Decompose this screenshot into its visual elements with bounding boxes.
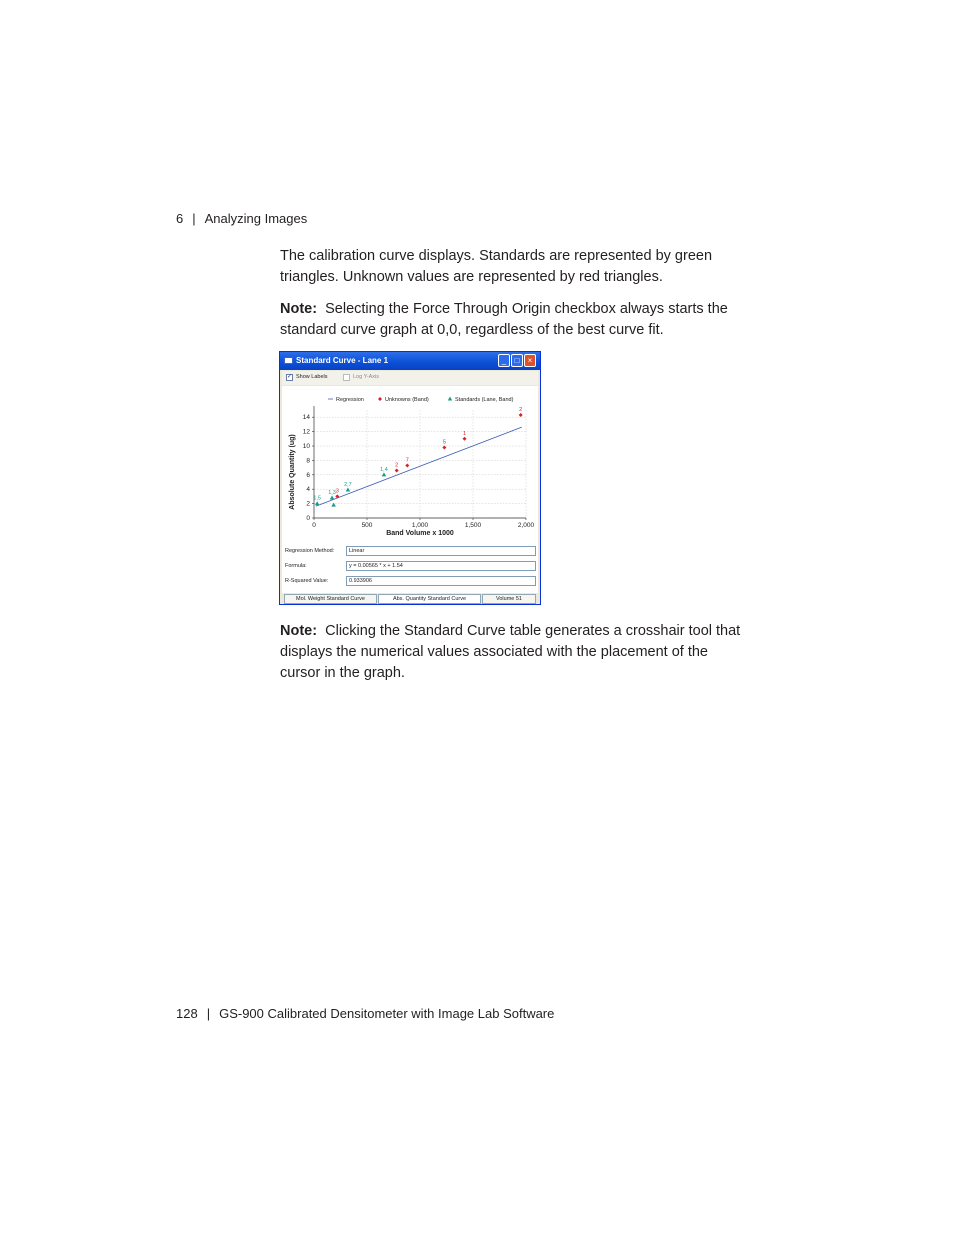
legend-standard-swatch bbox=[448, 397, 452, 401]
standard-curve-chart[interactable] bbox=[282, 386, 538, 543]
header-separator: | bbox=[192, 211, 196, 226]
x-tick-label: 500 bbox=[361, 522, 373, 529]
standard-point-label: 2,7 bbox=[344, 481, 352, 488]
window-title: Standard Curve - Lane 1 bbox=[296, 356, 389, 365]
unknown-point-label: 1 bbox=[462, 430, 467, 437]
window-title-bar[interactable] bbox=[280, 352, 540, 370]
standard-point bbox=[331, 503, 336, 507]
close-button[interactable]: × bbox=[524, 354, 536, 367]
log-y-axis-checkbox[interactable] bbox=[343, 374, 350, 381]
r-squared-label: R-Squared Value: bbox=[285, 578, 329, 584]
unknown-point-label: 2 bbox=[519, 407, 523, 414]
unknown-point bbox=[519, 413, 523, 417]
chart-pane[interactable] bbox=[282, 386, 538, 543]
chapter-number: 6 bbox=[176, 211, 184, 226]
y-tick-label: 12 bbox=[302, 428, 310, 436]
unknown-point-label: 5 bbox=[442, 439, 446, 446]
book-title: GS-900 Calibrated Densitometer with Image Lab Software bbox=[219, 1006, 555, 1021]
note-text: Clicking the Standard Curve table generates a crosshair tool that displays the numerical values associated with the placement of the cursor in the graph. bbox=[280, 623, 741, 681]
legend-unknown-label: Unknowns (Band) bbox=[385, 397, 429, 403]
legend-standard-label: Standards (Lane, Band) bbox=[455, 397, 514, 403]
unknown-point-label: 3 bbox=[335, 488, 339, 495]
standard-point bbox=[382, 472, 387, 476]
unknown-point-label: 7 bbox=[405, 457, 409, 464]
x-tick-label: 2,000 bbox=[517, 522, 535, 529]
regression-line bbox=[316, 427, 522, 506]
regression-method-label: Regression Method: bbox=[285, 548, 335, 554]
legend-regression-label: Regression bbox=[336, 397, 364, 403]
tab-volume[interactable]: Volume 51 bbox=[482, 594, 536, 604]
chart-toolbar bbox=[282, 371, 538, 385]
chapter-title: Analyzing Images bbox=[204, 211, 308, 226]
unknown-point bbox=[442, 445, 446, 449]
standard-point-label: 1,4 bbox=[380, 466, 388, 473]
standard-curve-window bbox=[279, 351, 541, 605]
note-label: Note: bbox=[280, 623, 318, 639]
formula-label: Formula: bbox=[285, 563, 307, 569]
x-tick-label: 1,000 bbox=[411, 522, 429, 529]
x-tick-label: 0 bbox=[312, 522, 316, 529]
r-squared-row bbox=[285, 576, 535, 587]
unknown-point bbox=[463, 437, 467, 441]
y-tick-label: 2 bbox=[306, 500, 310, 508]
note-text: Selecting the Force Through Origin checkbox always starts the standard curve graph at 0,0, regardless of the best curve fit. bbox=[280, 301, 728, 338]
log-y-axis-label[interactable]: Log Y-Axis bbox=[353, 374, 379, 380]
footer-separator: | bbox=[206, 1006, 211, 1021]
standard-point bbox=[315, 501, 320, 505]
y-tick-label: 0 bbox=[306, 515, 310, 522]
note-force-origin bbox=[280, 299, 770, 341]
y-tick-label: 8 bbox=[306, 457, 310, 465]
y-tick-label: 10 bbox=[302, 443, 310, 450]
standard-point-label: 1,3 bbox=[328, 489, 336, 496]
standard-point bbox=[330, 495, 335, 499]
running-header bbox=[176, 211, 307, 226]
x-axis-label: Band Volume x 1000 bbox=[386, 530, 454, 537]
regression-method-row bbox=[285, 546, 535, 557]
y-axis-label: Absolute Quantity (ug) bbox=[289, 434, 296, 510]
maximize-button[interactable]: □ bbox=[511, 354, 523, 367]
formula-row bbox=[285, 561, 535, 572]
unknown-point bbox=[395, 468, 399, 472]
x-tick-label: 1,500 bbox=[464, 522, 482, 529]
intro-paragraph: The calibration curve displays. Standards are represented by green triangles. Unknown values are represented by red triangles. bbox=[280, 248, 713, 285]
unknown-point-label: 2 bbox=[395, 462, 399, 469]
tab-mol-weight[interactable]: Mol. Weight Standard Curve bbox=[284, 594, 377, 604]
legend-unknown-swatch bbox=[378, 397, 382, 401]
show-labels-label[interactable]: Show Labels bbox=[296, 374, 328, 380]
tab-strip bbox=[282, 594, 538, 604]
formula-field[interactable]: y = 0.00565 * x + 1.54 bbox=[346, 561, 536, 571]
show-labels-checkbox[interactable]: ✓ bbox=[287, 374, 293, 380]
regression-method-field[interactable]: Linear bbox=[346, 546, 536, 556]
y-tick-label: 6 bbox=[306, 471, 310, 479]
unknown-point bbox=[405, 463, 409, 467]
page-number: 128 bbox=[176, 1006, 198, 1021]
standard-point bbox=[346, 488, 351, 492]
tab-abs-quantity[interactable]: Abs. Quantity Standard Curve bbox=[378, 594, 481, 604]
r-squared-field[interactable]: 0.933906 bbox=[346, 576, 536, 586]
y-tick-label: 4 bbox=[306, 486, 310, 494]
note-crosshair bbox=[280, 621, 750, 684]
minimize-button[interactable]: _ bbox=[498, 354, 510, 367]
window-app-icon bbox=[284, 357, 293, 364]
standard-point-label: 1,5 bbox=[313, 495, 322, 502]
regression-panel bbox=[282, 543, 538, 593]
y-tick-label: 14 bbox=[302, 414, 310, 422]
note-label: Note: bbox=[280, 301, 318, 317]
running-footer bbox=[176, 1006, 554, 1021]
